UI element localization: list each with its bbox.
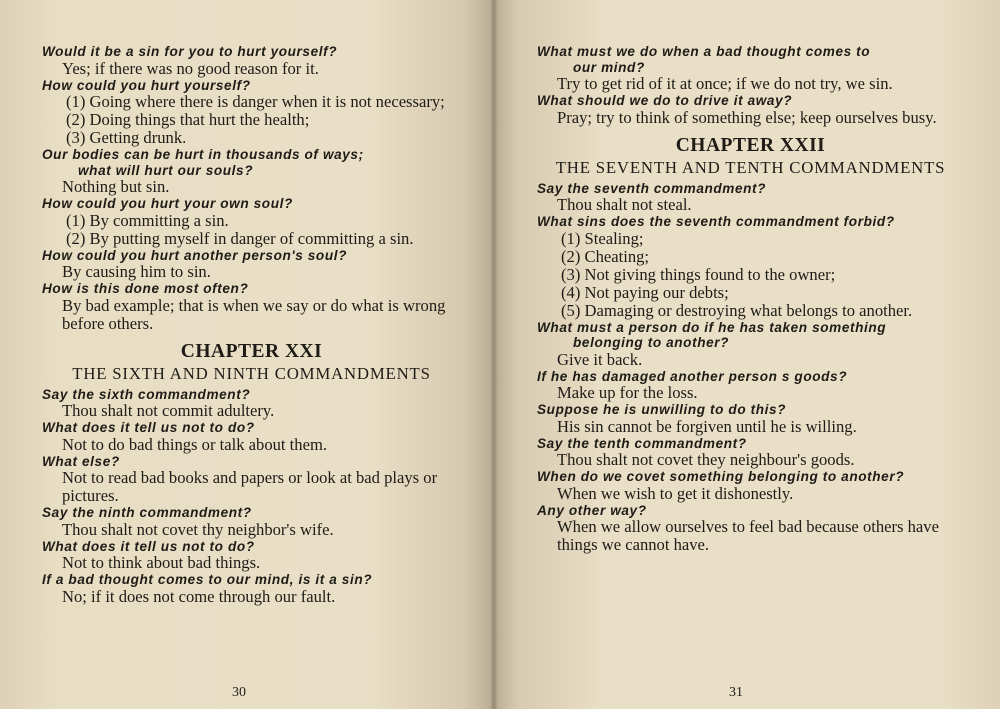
question [42,196,461,212]
answer: Thou shalt not covet thy neighbor's wife. [62,519,334,539]
answer: Not to read bad books and papers or look at bad plays or pictures. [62,468,438,505]
question [42,78,461,94]
question [42,539,461,555]
answer: Thou shalt not steal. [557,195,692,214]
answer: By bad example; that is when we say or do what is wrong before others. [62,295,446,333]
right-page [493,0,1000,709]
list-item: (5) Damaging or destroying what belongs to another. [561,300,913,320]
question [42,454,461,470]
question [537,181,964,197]
answer: Thou shalt not commit adultery. [62,401,275,420]
question-text: How is this done most often? [42,281,249,296]
question [537,469,964,485]
question-continuation: belonging to another? [573,335,730,350]
question [537,436,964,452]
question [537,369,964,385]
answer: Not to think about bad things. [62,553,261,572]
question-text: If a bad thought comes to our mind, is it a sin? [42,572,373,587]
question-text: What must we do when a bad thought comes to [537,44,871,59]
question [42,387,461,403]
question [537,44,964,75]
question [42,248,461,264]
answer: Nothing but sin. [62,177,170,196]
question [42,420,461,436]
question [537,503,964,519]
left-page-text [42,44,461,606]
left-page [0,0,493,709]
chapter-heading: CHAPTER XXI [180,340,323,362]
answer: Make up for the loss. [557,383,698,402]
question-text: What else? [42,453,120,469]
question [42,147,461,178]
question-text: How could you hurt yourself? [42,77,251,93]
list-item: (1) Going where there is danger when it is not necessary; [66,92,445,111]
list-item: (4) Not paying our debts; [561,282,729,302]
right-page-text [537,44,964,554]
book-gutter [490,0,498,709]
answer: Give it back. [557,349,643,369]
answer: Not to do bad things or talk about them. [62,434,328,454]
question-text: When do we covet something belonging to another? [537,469,905,484]
list-item: (2) Cheating; [561,246,650,266]
answer: Pray; try to think of something else; keep ourselves busy. [557,107,937,127]
question-continuation: what will hurt our souls? [78,162,254,178]
chapter-heading: CHAPTER XXII [675,134,826,156]
answer: By causing him to sin. [62,262,211,281]
question [42,44,461,60]
question-text: Any other way? [537,502,647,518]
answer: His sin cannot be forgiven until he is willing. [557,416,857,436]
list-item: (1) By committing a sin. [66,210,229,230]
chapter-title: THE SIXTH AND NINTH COMMANDMENTS [72,363,431,383]
answer: When we allow ourselves to feel bad because others have things we cannot have. [557,517,939,554]
question-continuation: our mind? [573,59,645,75]
answer: No; if it does not come through our fault. [62,586,336,606]
list-item: (2) Doing things that hurt the health; [66,110,310,129]
answer: Thou shalt not covet they neighbour's goods. [557,450,855,469]
list-item: (3) Getting drunk. [66,128,187,147]
chapter-title: THE SEVENTH AND TENTH COMMANDMENTS [555,157,946,177]
question-text: If he has damaged another person s goods? [537,368,848,384]
question-text: Say the sixth commandment? [42,386,251,402]
question-text: What should we do to drive it away? [537,93,793,108]
answer: When we wish to get it dishonestly. [557,483,794,503]
question-text: What does it tell us not to do? [42,420,255,435]
question [537,214,964,230]
question-text: Say the ninth commandment? [42,505,252,520]
question [42,505,461,521]
question [537,320,964,351]
question [537,93,964,109]
question-text: What must a person do if he has taken something [537,319,887,335]
page-number-left: 30 [232,685,246,700]
list-item: (2) By putting myself in danger of committing a sin. [66,228,414,248]
question-text: What does it tell us not to do? [42,538,255,554]
answer: Try to get rid of it at once; if we do not try, we sin. [557,74,893,93]
question-text: Say the tenth commandment? [537,435,747,451]
question-text: Our bodies can be hurt in thousands of ways; [42,147,364,162]
answer: Yes; if there was no good reason for it. [62,58,319,78]
question [537,402,964,418]
list-item: (3) Not giving things found to the owner; [561,264,836,284]
question-text: What sins does the seventh commandment forbid? [537,214,895,229]
list-item: (1) Stealing; [561,228,644,248]
question [42,572,461,588]
question [42,281,461,297]
question-text: How could you hurt your own soul? [42,196,293,211]
question-text: Say the seventh commandment? [537,180,767,196]
question-text: Would it be a sin for you to hurt yourself? [42,44,338,59]
question-text: Suppose he is unwilling to do this? [537,402,787,417]
question-text: How could you hurt another person's soul? [42,247,348,263]
page-number-right: 31 [729,685,743,700]
